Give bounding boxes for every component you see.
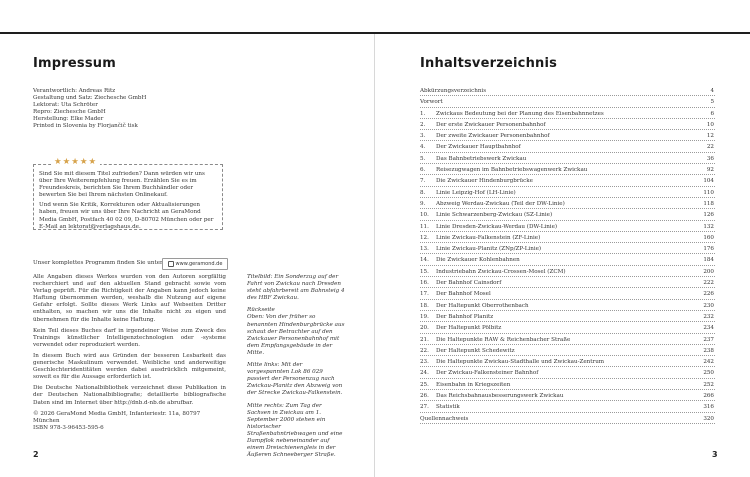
- toc-entry[interactable]: [420, 243, 715, 254]
- toc-entry[interactable]: [420, 288, 715, 299]
- toc-entry-title: Die Zwickauer Hindenburgbrücke: [436, 178, 533, 185]
- toc-entry-page: 250: [703, 370, 714, 377]
- star-rating-icon: ★★★★★: [51, 159, 100, 166]
- legal-paragraph: Alle Angaben dieses Werkes wurden von den Autoren sorgfältig recherchiert und auf den aktuellen Stand gebracht sowie vom Verlag geprüft. Für die Richtigkeit der Angaben kann jedoch keine Haftung übernommen werden, weshalb die Nutzung auf eigene Gefahr erfolgt. Sollte dieses Werk Links auf Webseiten Dritter enthalten, so machen wir uns die Inhalte nicht zu eigen und übernehmen für die Inhalte keine Haftung.: [33, 274, 226, 323]
- toc-entry-title: Quellennachweis: [420, 415, 469, 422]
- toc-entry[interactable]: [420, 198, 715, 209]
- legal-text-column: [33, 274, 226, 436]
- toc-entry-number: 4.: [420, 144, 426, 151]
- toc-entry-number: 24.: [420, 370, 429, 377]
- toc-entry-title: Der Haltepunkt Schedewitz: [436, 347, 515, 354]
- toc-entry-title: Linie Schwarzenberg-Zwickau (SZ-Linie): [436, 212, 553, 219]
- toc-entry-page: 242: [703, 359, 714, 366]
- toc-entry[interactable]: [420, 187, 715, 198]
- toc-entry-number: 15.: [420, 268, 429, 275]
- toc-entry-number: 1.: [420, 110, 426, 117]
- toc-entry-number: 14.: [420, 257, 429, 264]
- toc-entry-title: Das Reichsbahnausbesserungswerk Zwickau: [436, 393, 564, 400]
- page-heading-toc: Inhaltsverzeichnis: [420, 56, 558, 71]
- rating-box: [33, 157, 223, 230]
- toc-entry-number: 2.: [420, 121, 426, 128]
- toc-entry-number: 13.: [420, 246, 429, 253]
- toc-entry-title: Das Bahnbetriebswerk Zwickau: [436, 155, 527, 162]
- toc-entry-number: 7.: [420, 178, 426, 185]
- page-number-right: 3: [712, 450, 718, 459]
- right-page: [375, 0, 750, 477]
- toc-entry-number: 12.: [420, 234, 429, 241]
- legal-paragraph: Die Deutsche Nationalbibliothek verzeichnet diese Publikation in der Deutschen Nationalbibliografie; detaillierte bibliografische Daten sind im Internet über http://dnb.d-nb.de abrufbar.: [33, 385, 226, 406]
- toc-entry-title: Die Haltepunkte Zwickau-Stadthalle und Zwickau-Zentrum: [436, 359, 605, 366]
- toc-entry-number: 18.: [420, 302, 429, 309]
- toc-entry-title: Der Haltepunkt Oberrothenbach: [436, 302, 529, 309]
- toc-entry[interactable]: [420, 322, 715, 333]
- toc-entry[interactable]: [420, 232, 715, 243]
- toc-entry-page: 160: [703, 234, 714, 241]
- toc-entry-page: 6: [710, 110, 714, 117]
- toc-entry[interactable]: [420, 356, 715, 367]
- toc-entry-number: 8.: [420, 189, 426, 196]
- toc-entry-number: 22.: [420, 347, 429, 354]
- toc-entry[interactable]: [420, 345, 715, 356]
- toc-entry-number: 6.: [420, 167, 426, 174]
- toc-entry-page: 222: [703, 280, 714, 287]
- toc-entry-page: 36: [706, 155, 714, 162]
- toc-entry-page: 316: [703, 404, 714, 411]
- table-of-contents: [420, 85, 715, 424]
- toc-entry[interactable]: [420, 277, 715, 288]
- legal-paragraph: In diesem Buch wird aus Gründen der besseren Lesbarkeit das generische Maskulinum verwendet. Weibliche und anderweitige Geschlechteridentitäten werden dabei ausdrücklich mitgemeint, soweit es für die Aussage erforderlich ist.: [33, 352, 226, 381]
- toc-entry[interactable]: [420, 175, 715, 186]
- toc-entry-title: Die Haltepunkte RAW & Reichenbacher Straße: [436, 336, 571, 343]
- toc-entry-title: Linie Leipzig-Hof (LH-Linie): [436, 189, 516, 196]
- toc-entry-page: 126: [703, 212, 714, 219]
- caption-middle-right: Mitte rechts: Zum Tag der Sachsen in Zwickau am 1. September 2000 stehen ein historischer Straßenbahntriebwagen und eine Dampflok nebeneinander auf einem Dreischienengleis in der Äußeren Schneeberger Straße.: [247, 402, 343, 459]
- toc-entry-title: Statistik: [436, 404, 460, 411]
- program-text: Unser komplettes Programm finden Sie unter: [33, 260, 163, 266]
- toc-entry-page: 238: [703, 347, 714, 354]
- browser-icon: [168, 261, 174, 267]
- toc-entry-number: 25.: [420, 381, 429, 388]
- credits-list: [33, 88, 233, 131]
- toc-entry-number: 20.: [420, 325, 429, 332]
- page-number-left: 2: [33, 450, 39, 459]
- toc-entry-page: 234: [703, 325, 714, 332]
- toc-entry-title: Der Zwickau-Falkensteiner Bahnhof: [436, 370, 539, 377]
- toc-entry-title: Abkürzungsverzeichnis: [420, 88, 487, 94]
- toc-entry-title: Linie Zwickau-Falkenstein (ZF-Linie): [436, 234, 541, 241]
- toc-entry-title: Der Bahnhof Planitz: [436, 313, 494, 320]
- toc-entry[interactable]: [420, 221, 715, 232]
- toc-entry-number: 21.: [420, 336, 429, 343]
- toc-entry-number: 27.: [420, 404, 429, 411]
- legal-paragraph: Kein Teil dieses Buches darf in irgendeiner Weise zum Zweck des Trainings künstlicher Intelligenztechnologien oder -systeme verwendet oder reproduziert werden.: [33, 327, 226, 348]
- toc-entry[interactable]: [420, 266, 715, 277]
- toc-entry-number: 3.: [420, 133, 426, 140]
- website-link[interactable]: [162, 258, 228, 270]
- toc-entry[interactable]: [420, 300, 715, 311]
- toc-entry[interactable]: [420, 153, 715, 164]
- toc-entry[interactable]: [420, 96, 715, 107]
- toc-entry-page: 184: [703, 257, 714, 264]
- toc-entry[interactable]: [420, 254, 715, 265]
- toc-entry-number: 19.: [420, 313, 429, 320]
- caption-back-top: Rückseite Oben: Von der früher so benannten Hindenburgbrücke aus schaut der Betrachter auf den Zwickauer Personenbahnhof mit dem Empfangsgebäude in der Mitte.: [247, 307, 345, 356]
- credit-line: Verantwortlich: Andreas Ritz: [33, 88, 116, 94]
- credit-line: Repro: Ziechesche GmbH: [33, 109, 106, 116]
- toc-entry[interactable]: [420, 367, 715, 378]
- toc-entry-title: Der Zwickauer Hauptbahnhof: [436, 144, 521, 151]
- toc-entry[interactable]: [420, 390, 715, 401]
- toc-entry-title: Zwickaus Bedeutung bei der Planung des Eisenbahnnetzes: [436, 110, 604, 117]
- toc-entry-title: Der Haltepunkt Pölbitz: [436, 325, 502, 332]
- toc-entry-page: 12: [706, 133, 714, 140]
- copyright-isbn: © 2026 GeraMond Media GmbH, Infanteriestr. 11a, 80797 München ISBN 978-3-96453-595-6: [33, 410, 201, 431]
- toc-entry-page: 110: [703, 189, 714, 196]
- toc-entry-number: 23.: [420, 359, 429, 366]
- toc-entry-page: 132: [703, 223, 714, 230]
- program-row: [33, 258, 228, 270]
- toc-entry-title: Der zweite Zwickauer Personenbahnhof: [436, 133, 550, 140]
- toc-entry-title: Linie Zwickau-Planitz (ZNp/ZP-Linie): [436, 246, 542, 253]
- toc-entry-page: 10: [706, 121, 714, 128]
- toc-entry-page: 230: [703, 302, 714, 309]
- toc-entry-number: 5.: [420, 155, 426, 162]
- toc-entry[interactable]: [420, 413, 715, 424]
- caption-cover: Titelbild: Ein Sonderzug auf der Fahrt von Zwickau nach Dresden steht abfahrbereit am Bahnsteig 4 des HBF Zwickau.: [247, 274, 345, 302]
- credit-line: Gestaltung und Satz: Ziechesche GmbH: [33, 95, 147, 102]
- toc-entry-page: 92: [706, 167, 714, 174]
- toc-entry-number: 16.: [420, 280, 429, 287]
- toc-entry-title: Der Bahnhof Cainsdorf: [436, 280, 502, 287]
- toc-entry-page: 237: [703, 336, 714, 343]
- toc-entry-number: 26.: [420, 393, 429, 400]
- toc-entry-number: 11.: [420, 223, 429, 230]
- toc-entry[interactable]: [420, 209, 715, 220]
- page-heading-impressum: Impressum: [33, 56, 116, 71]
- website-url: www.geramond.de: [175, 261, 223, 267]
- toc-entry-title: Eisenbahn in Kriegszeiten: [436, 381, 511, 388]
- toc-entry-page: 226: [703, 291, 714, 298]
- toc-entry-page: 320: [703, 415, 714, 422]
- toc-entry-page: 4: [710, 88, 714, 94]
- toc-entry-number: 10.: [420, 212, 429, 219]
- toc-entry-title: Vorwort: [420, 99, 443, 106]
- toc-entry-title: Linie Dresden-Zwickau-Werdau (DW-Linie): [436, 223, 558, 230]
- photo-captions: [247, 274, 345, 464]
- rating-text-1: Sind Sie mit diesem Titel zufrieden? Dann würden wir uns über Ihre Weiterempfehlung freuen. Erzählen Sie es im Freundeskreis, berichten Sie Ihrem Buchhändler oder bewerten Sie bei Ihrem nächsten Onlinekauf.: [39, 171, 205, 199]
- toc-entry-page: 266: [703, 393, 714, 400]
- toc-entry-title: Abzweig Werdau-Zwickau (Teil der DW-Linie): [436, 200, 565, 207]
- toc-entry-title: Reisezugwagen im Bahnbetriebswagenwerk Zwickau: [436, 167, 588, 174]
- toc-entry-page: 252: [703, 381, 714, 388]
- rating-text-2: Und wenn Sie Kritik, Korrekturen oder Aktualisierungen haben, freuen wir uns über Ihre Nachricht an GeraMond Media GmbH, Postfach 40 02 09, D-80702 München oder per E-Mail an lektorat@verlagshaus.de.: [39, 202, 214, 230]
- toc-entry[interactable]: [420, 379, 715, 390]
- toc-entry[interactable]: [420, 164, 715, 175]
- left-page: [0, 0, 374, 477]
- toc-entry-title: Die Zwickauer Kohlenbahnen: [436, 257, 520, 264]
- credit-line: Herstellung: Elke Mader: [33, 116, 104, 123]
- toc-entry-title: Der Bahnhof Mosel: [436, 291, 491, 298]
- toc-entry-title: Industriebahn Zwickau-Crossen-Mosel (ZCM): [436, 268, 566, 275]
- toc-entry[interactable]: [420, 141, 715, 152]
- toc-entry-number: 9.: [420, 200, 426, 207]
- toc-entry[interactable]: [420, 334, 715, 345]
- toc-entry-page: 5: [710, 99, 714, 106]
- toc-entry[interactable]: [420, 130, 715, 141]
- toc-entry-page: 118: [703, 200, 714, 207]
- toc-entry[interactable]: [420, 311, 715, 322]
- toc-entry-page: 22: [706, 144, 714, 151]
- toc-entry[interactable]: [420, 108, 715, 119]
- credit-line: Printed in Slovenia by Florjančič tisk: [33, 123, 138, 130]
- caption-middle-left: Mitte links: Mit der vorgespannten Lok 86 029 passiert der Personenzug nach Zwickau-Planitz den Abzweig von der Strecke Zwickau-Falkenstein.: [247, 362, 343, 397]
- toc-entry[interactable]: [420, 401, 715, 412]
- toc-entry-number: 17.: [420, 291, 429, 298]
- toc-entry-page: 232: [703, 313, 714, 320]
- toc-entry-page: 200: [703, 268, 714, 275]
- credit-line: Lektorat: Uta Schröter: [33, 102, 98, 109]
- toc-entry[interactable]: [420, 119, 715, 130]
- toc-entry-page: 176: [703, 246, 714, 253]
- toc-entry[interactable]: [420, 85, 715, 96]
- toc-entry-title: Der erste Zwickauer Personenbahnhof: [436, 121, 546, 128]
- toc-entry-page: 104: [703, 178, 714, 185]
